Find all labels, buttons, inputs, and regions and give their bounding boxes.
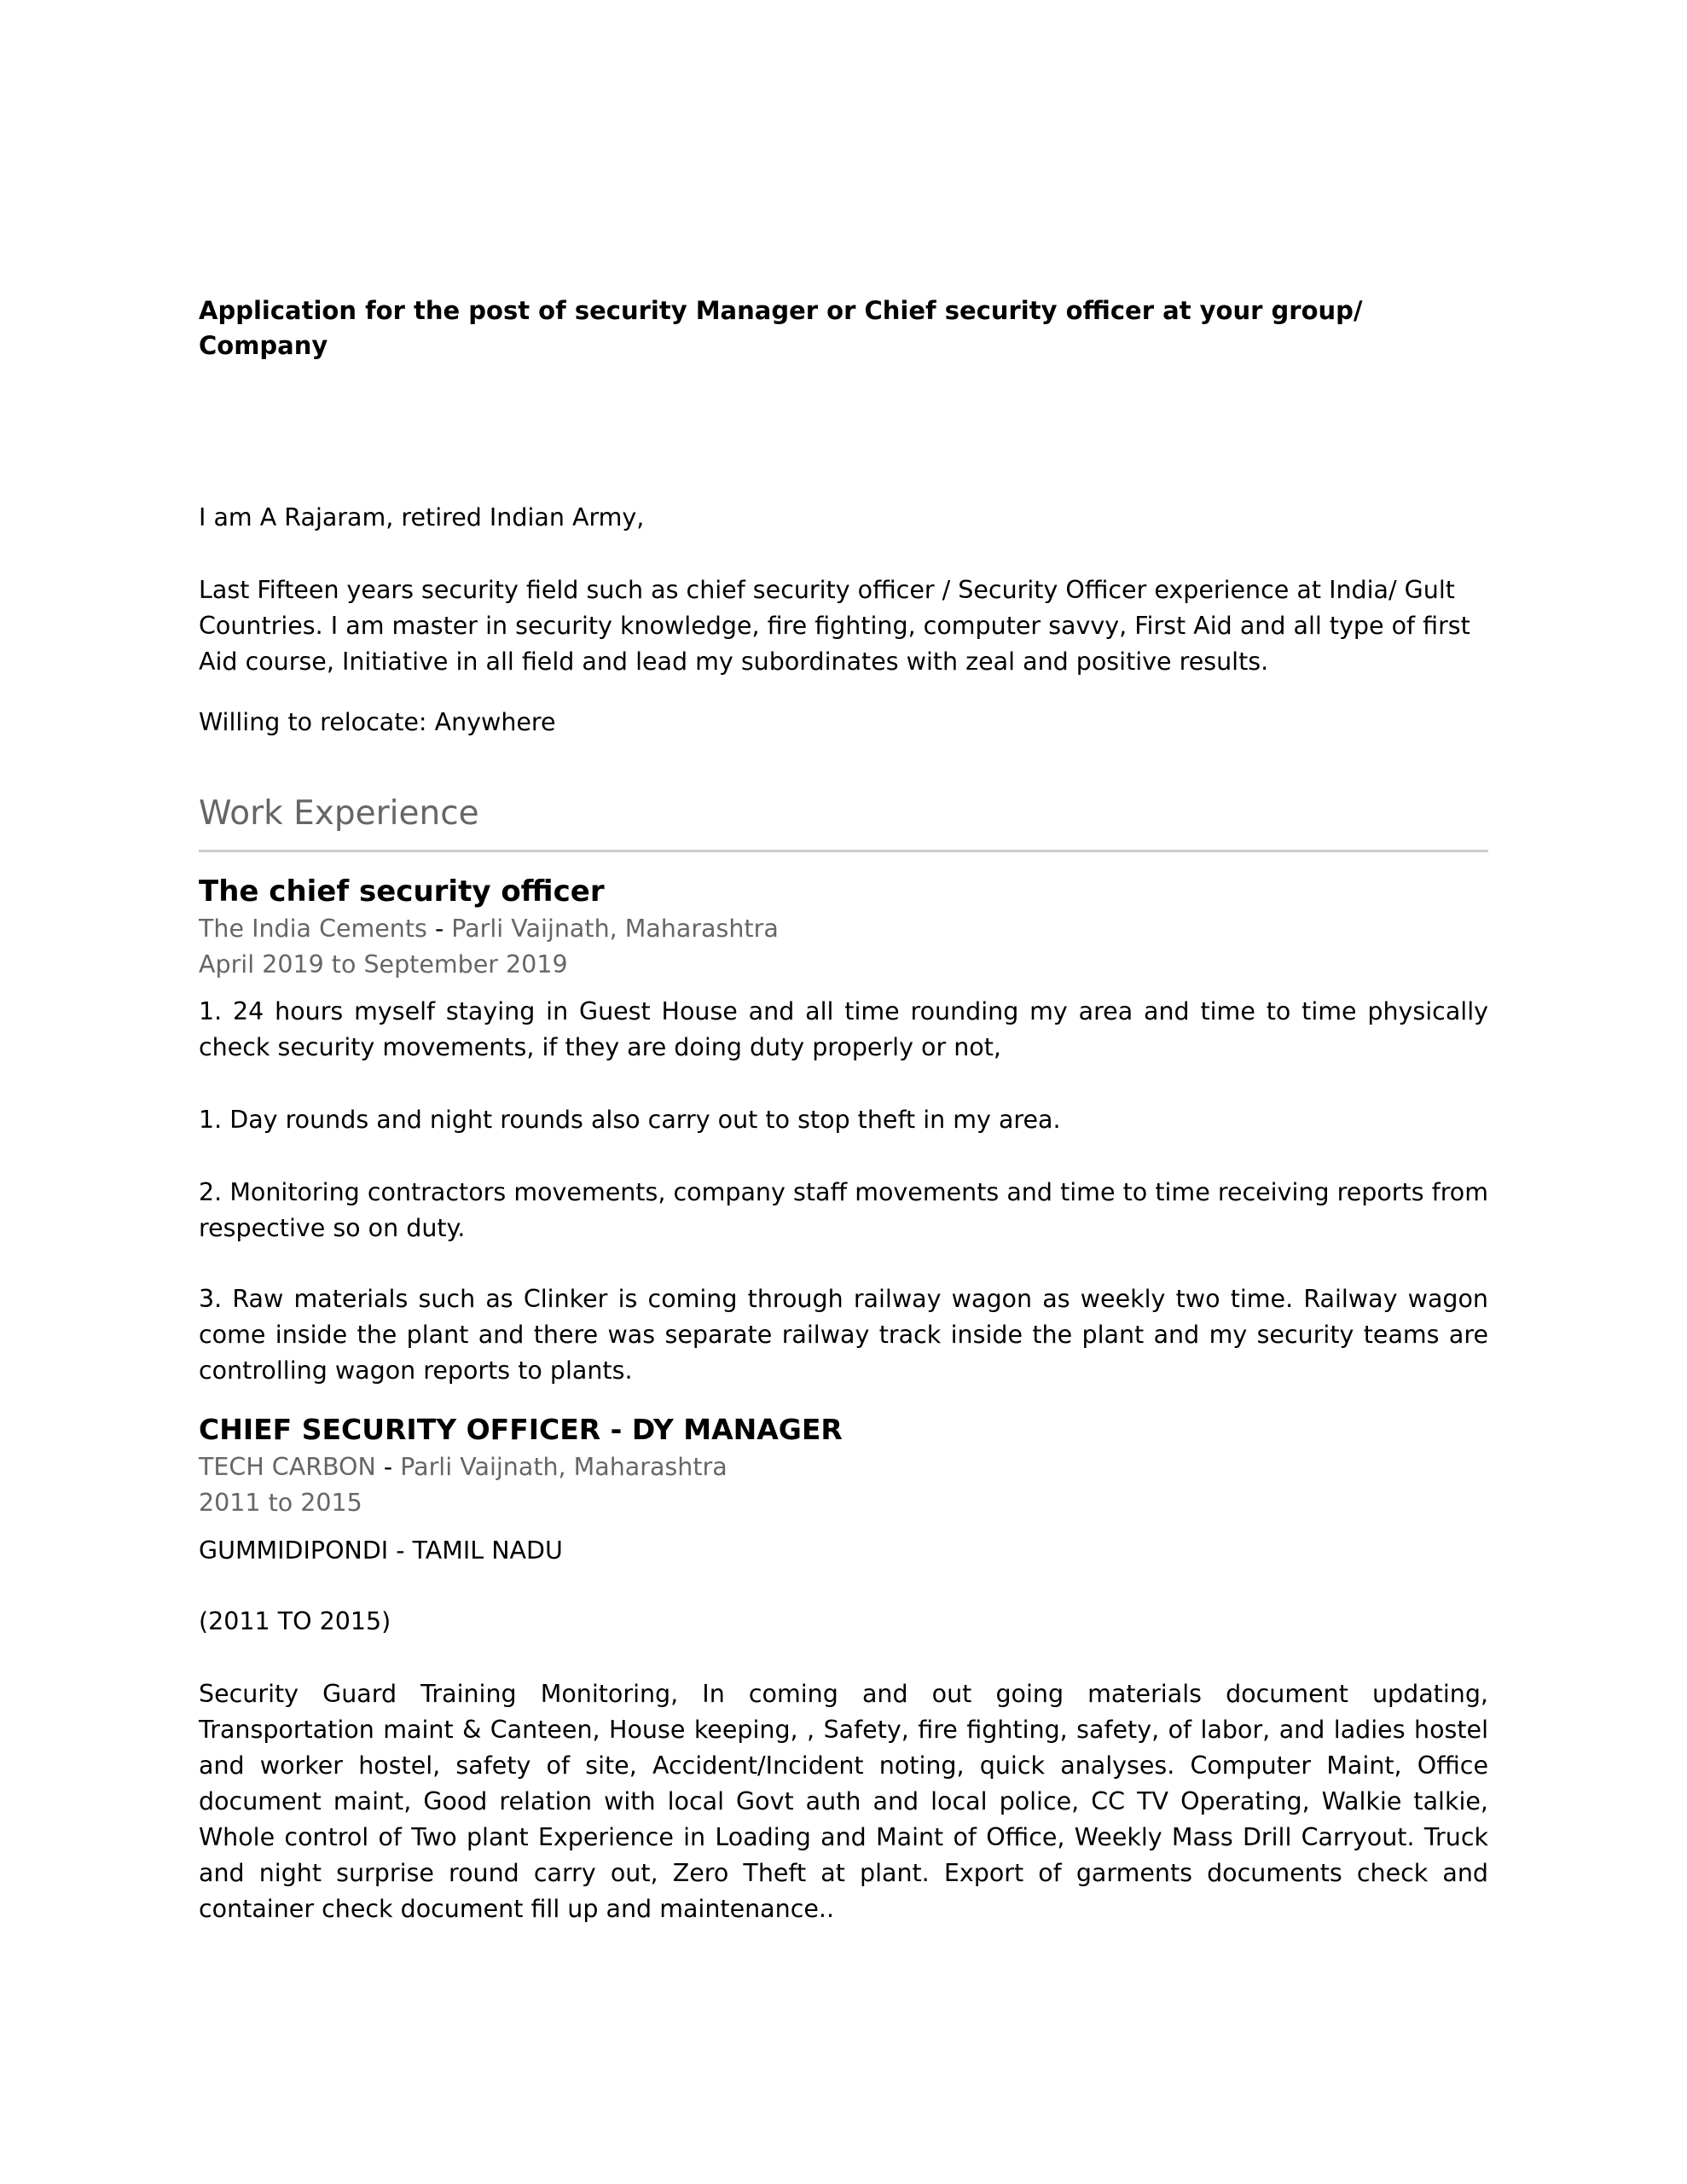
- separator: -: [375, 1453, 401, 1481]
- intro-line: I am A Rajaram, retired Indian Army,: [199, 503, 645, 531]
- job-company: The India Cements: [199, 915, 427, 943]
- section-title-work-experience: Work Experience: [199, 794, 479, 833]
- job-company: TECH CARBON: [199, 1453, 376, 1481]
- job-title: CHIEF SECURITY OFFICER - DY MANAGER: [199, 1413, 843, 1446]
- separator: -: [426, 915, 452, 943]
- section-divider: [199, 850, 1488, 852]
- job-description-paragraph: 3. Raw materials such as Clinker is coming through railway wagon as weekly two time. Railway wagon come inside the plant and there was separate railway track inside the plant and my security teams are controlling wagon reports to plants.: [199, 1285, 1488, 1385]
- relocate-line: Willing to relocate: Anywhere: [199, 708, 556, 736]
- job-company-location: [199, 911, 1488, 947]
- job-description-paragraph: 1. 24 hours myself staying in Guest House and all time rounding my area and time to time physically check security movements, if they are doing duty properly or not,: [199, 997, 1488, 1061]
- job-location: Parli Vaijnath, Maharashtra: [400, 1453, 728, 1481]
- job-description-paragraph: 2. Monitoring contractors movements, company staff movements and time to time receiving reports from respective so on duty.: [199, 1178, 1488, 1242]
- job-dates: 2011 to 2015: [199, 1489, 362, 1517]
- job-dates: April 2019 to September 2019: [199, 950, 568, 979]
- job-location: Parli Vaijnath, Maharashtra: [451, 915, 779, 943]
- job-description-paragraph: (2011 TO 2015): [199, 1607, 391, 1635]
- summary-paragraph: Last Fifteen years security field such as chief security officer / Security Officer experience at India/ Gult Countries. I am master in security knowledge, fire fighting, computer savvy, First Aid and all type of first Aid course, Initiative in all field and lead my subordinates with zeal and positive results.: [199, 576, 1470, 676]
- job-title: The chief security officer: [199, 874, 605, 909]
- application-subject: Application for the post of security Manager or Chief security officer at your group/ Company: [199, 296, 1363, 360]
- job-company-location: [199, 1449, 1488, 1485]
- job-description-paragraph: GUMMIDIPONDI - TAMIL NADU: [199, 1536, 563, 1565]
- job-description-paragraph: Security Guard Training Monitoring, In coming and out going materials document updating, Transportation maint & Canteen, House keeping, , Safety, fire fighting, safety, of labor, and ladies hostel and worker hostel, safety of site, Accident/Incident noting, quick analyses. Computer Maint, Office document maint, Good relation with local Govt auth and local police, CC TV Operating, Walkie talkie, Whole control of Two plant Experience in Loading and Maint of Office, Weekly Mass Drill Carryout. Truck and night surprise round carry out, Zero Theft at plant. Export of garments documents check and container check document fill up and maintenance..: [199, 1680, 1488, 1923]
- job-description-paragraph: 1. Day rounds and night rounds also carry out to stop theft in my area.: [199, 1106, 1061, 1134]
